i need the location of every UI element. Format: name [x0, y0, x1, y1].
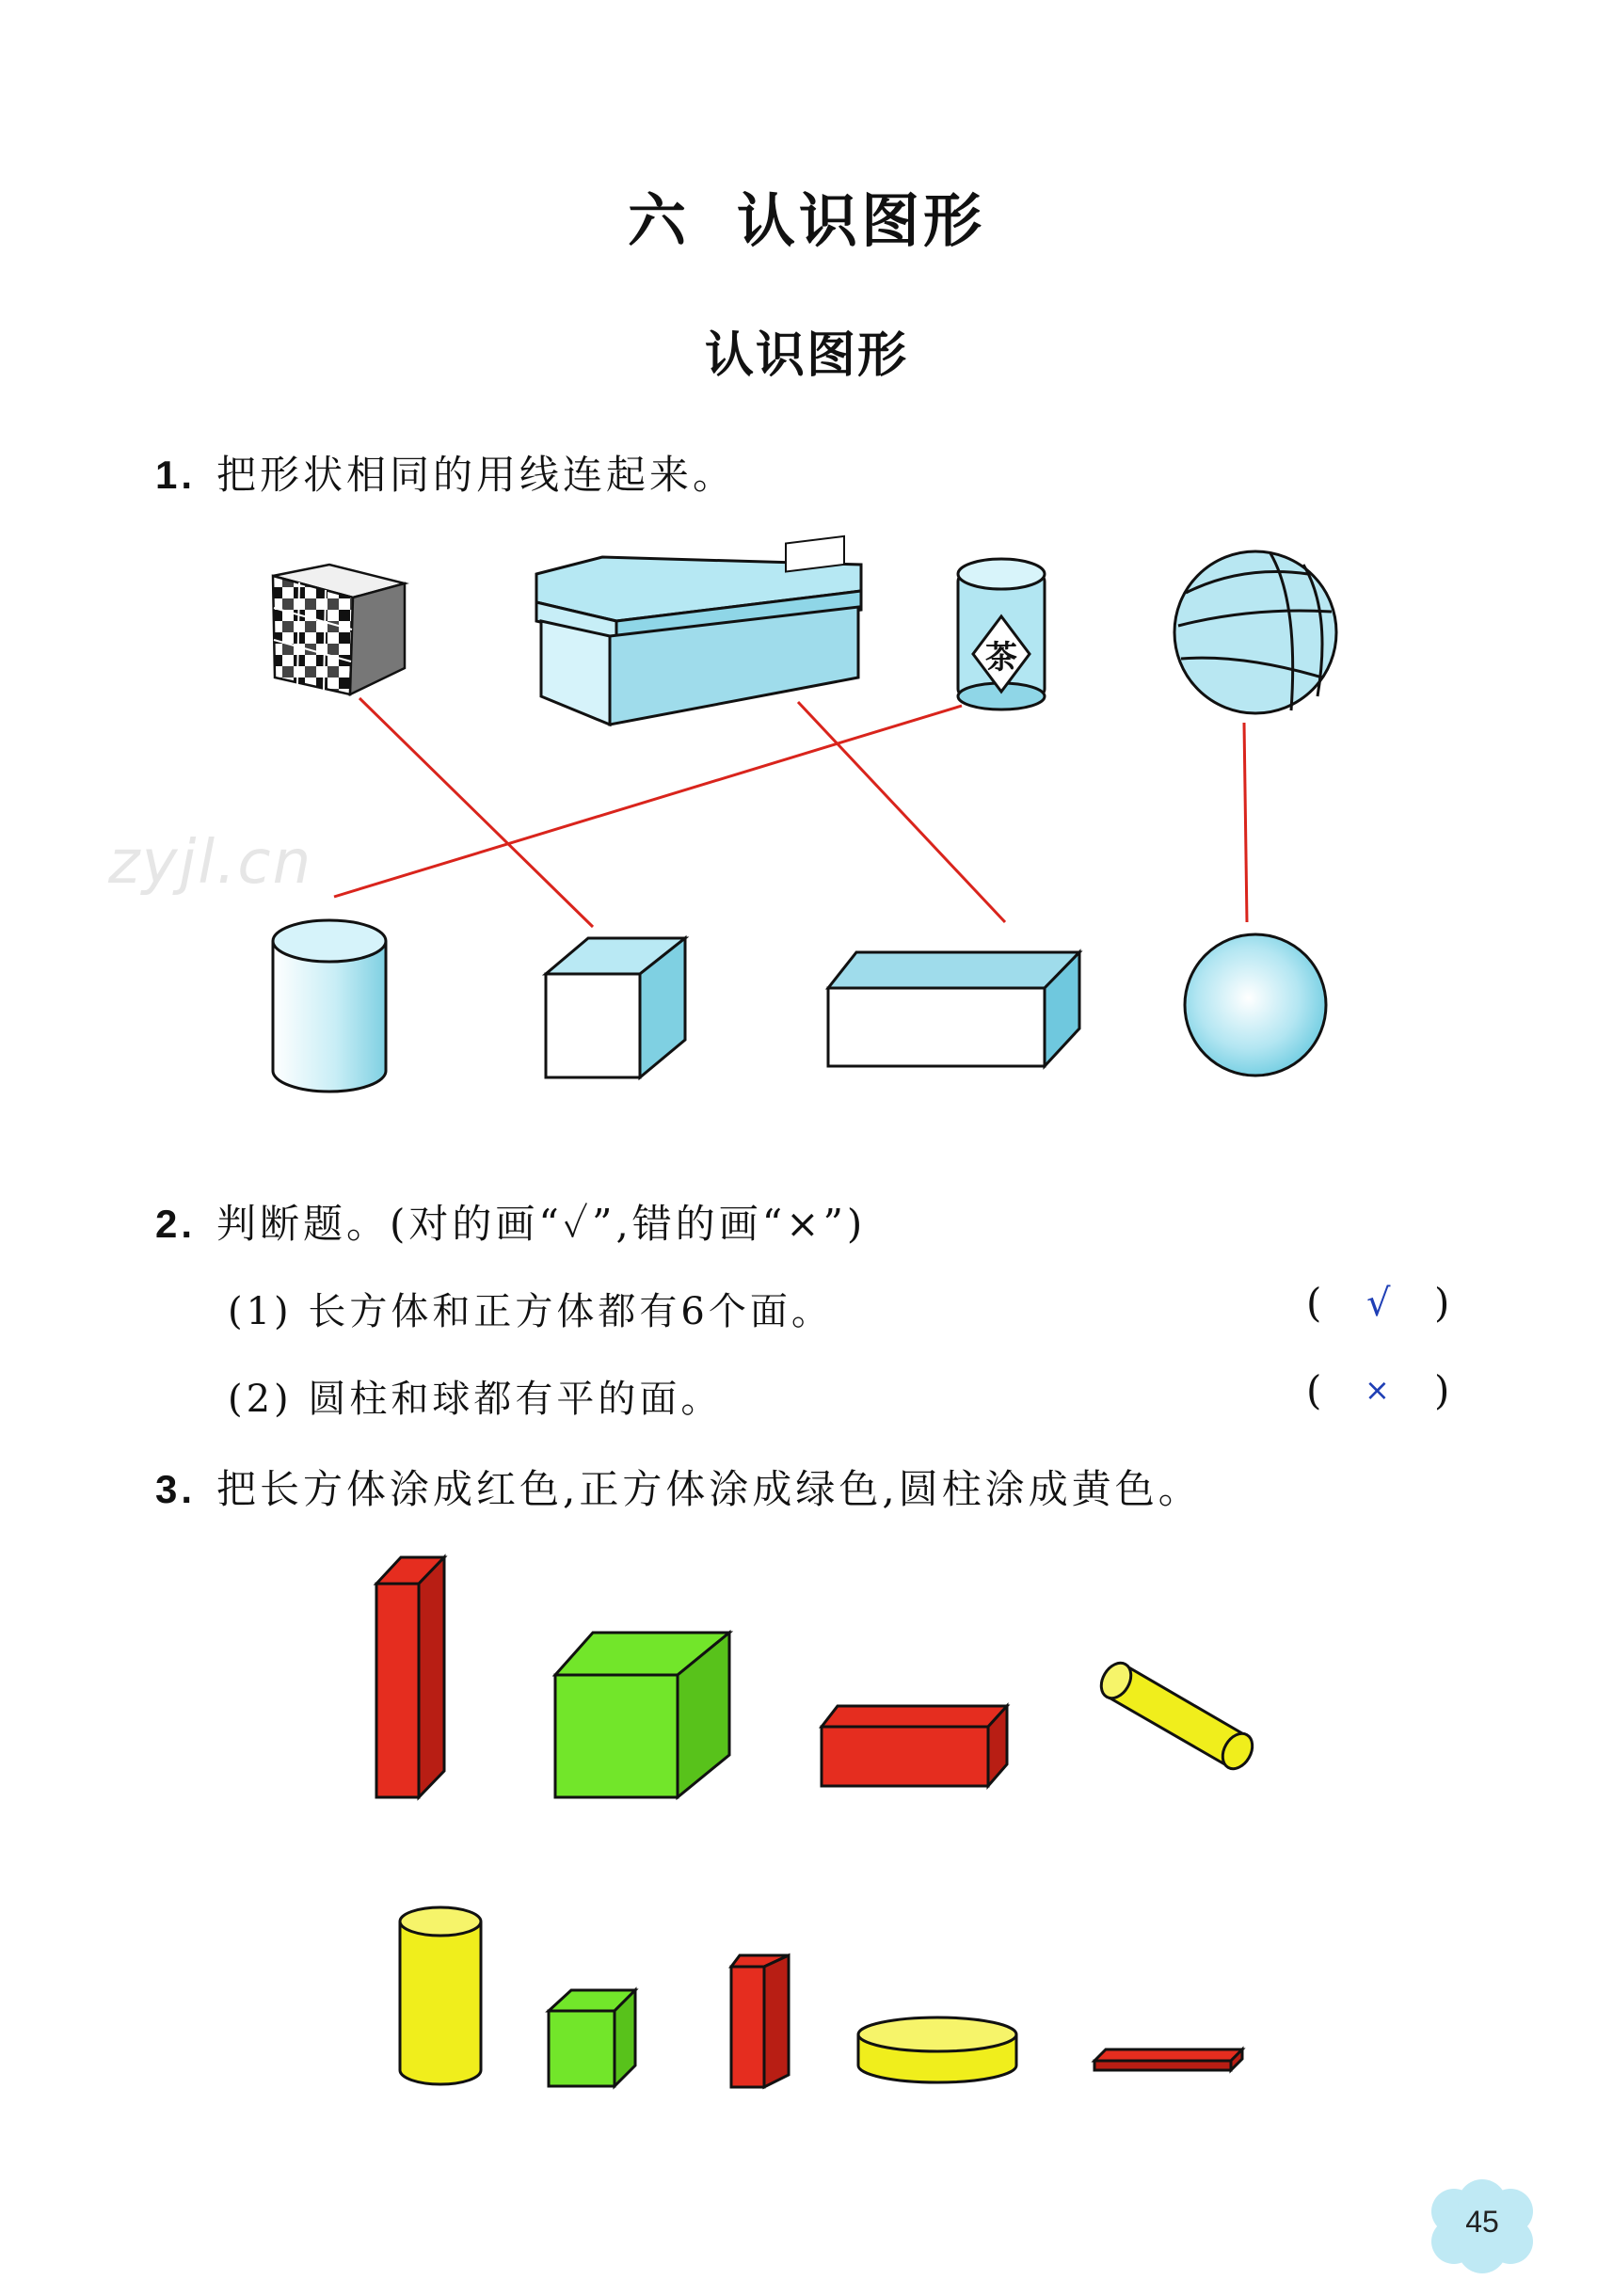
answer-bracket-1-close: ): [1434, 1280, 1450, 1326]
answer-bracket-1: (: [1306, 1280, 1322, 1326]
watermark: zyjl.cn: [108, 828, 313, 898]
cuboid-icon: [828, 952, 1079, 1066]
yellow-rod-icon: [1095, 1658, 1258, 1775]
sphere-icon: [1185, 934, 1326, 1076]
item-text: 长方体和正方体都有6个面。: [308, 1290, 833, 1333]
colored-shapes-row-1: [376, 1557, 1258, 1797]
tea-can-icon: [958, 559, 1045, 710]
tall-cuboid-icon: [376, 1557, 444, 1797]
answer-lines: [334, 698, 1247, 927]
answer-bracket-2: (: [1306, 1367, 1322, 1413]
judgement-item-2: [228, 1369, 722, 1423]
answer-bracket-2-close: ): [1434, 1367, 1450, 1413]
shoe-box-icon: [536, 536, 861, 725]
question-3: [155, 1459, 1202, 1515]
question-number: 2.: [155, 1202, 197, 1246]
flat-red-cuboid-icon: [1094, 2049, 1242, 2070]
question-text: 把形状相同的用线连起来。: [216, 452, 737, 498]
question-text: 把长方体涂成红色,正方体涂成绿色,圆柱涂成黄色。: [216, 1466, 1202, 1512]
answer-2: ×: [1365, 1372, 1390, 1408]
item-text: 圆柱和球都有平的面。: [308, 1378, 723, 1421]
small-red-cuboid-icon: [731, 1955, 789, 2087]
yellow-disc-icon: [858, 2017, 1016, 2082]
yellow-cylinder-icon: [400, 1907, 481, 2084]
question-number: 3.: [155, 1467, 197, 1511]
chapter-name: 认识图形: [737, 186, 986, 255]
cylinder-icon: [273, 920, 386, 1092]
volleyball-icon: [1174, 551, 1336, 713]
chapter-number: 六: [627, 186, 690, 255]
page-number-text: 45: [1465, 2205, 1499, 2239]
section-title: 认识图形: [704, 327, 908, 384]
item-label: (2): [228, 1378, 293, 1421]
small-green-cube-icon: [549, 1990, 635, 2086]
question-2: [155, 1193, 866, 1250]
question-number: 1.: [155, 453, 197, 497]
rubiks-cube-icon: [273, 565, 405, 694]
question-text: 判断题。(对的画“✓”,错的画“×”): [216, 1201, 867, 1247]
cube-icon: [546, 938, 685, 1077]
answer-1: √: [1366, 1282, 1391, 1325]
red-cuboid-icon: [822, 1706, 1007, 1786]
judgement-item-1: [228, 1282, 833, 1335]
colored-shapes-row-2: [400, 1907, 1242, 2087]
item-label: (1): [228, 1290, 293, 1333]
page-number: [1430, 2188, 1534, 2263]
tea-label: 茶: [985, 639, 1017, 677]
green-cube-icon: [555, 1633, 729, 1797]
